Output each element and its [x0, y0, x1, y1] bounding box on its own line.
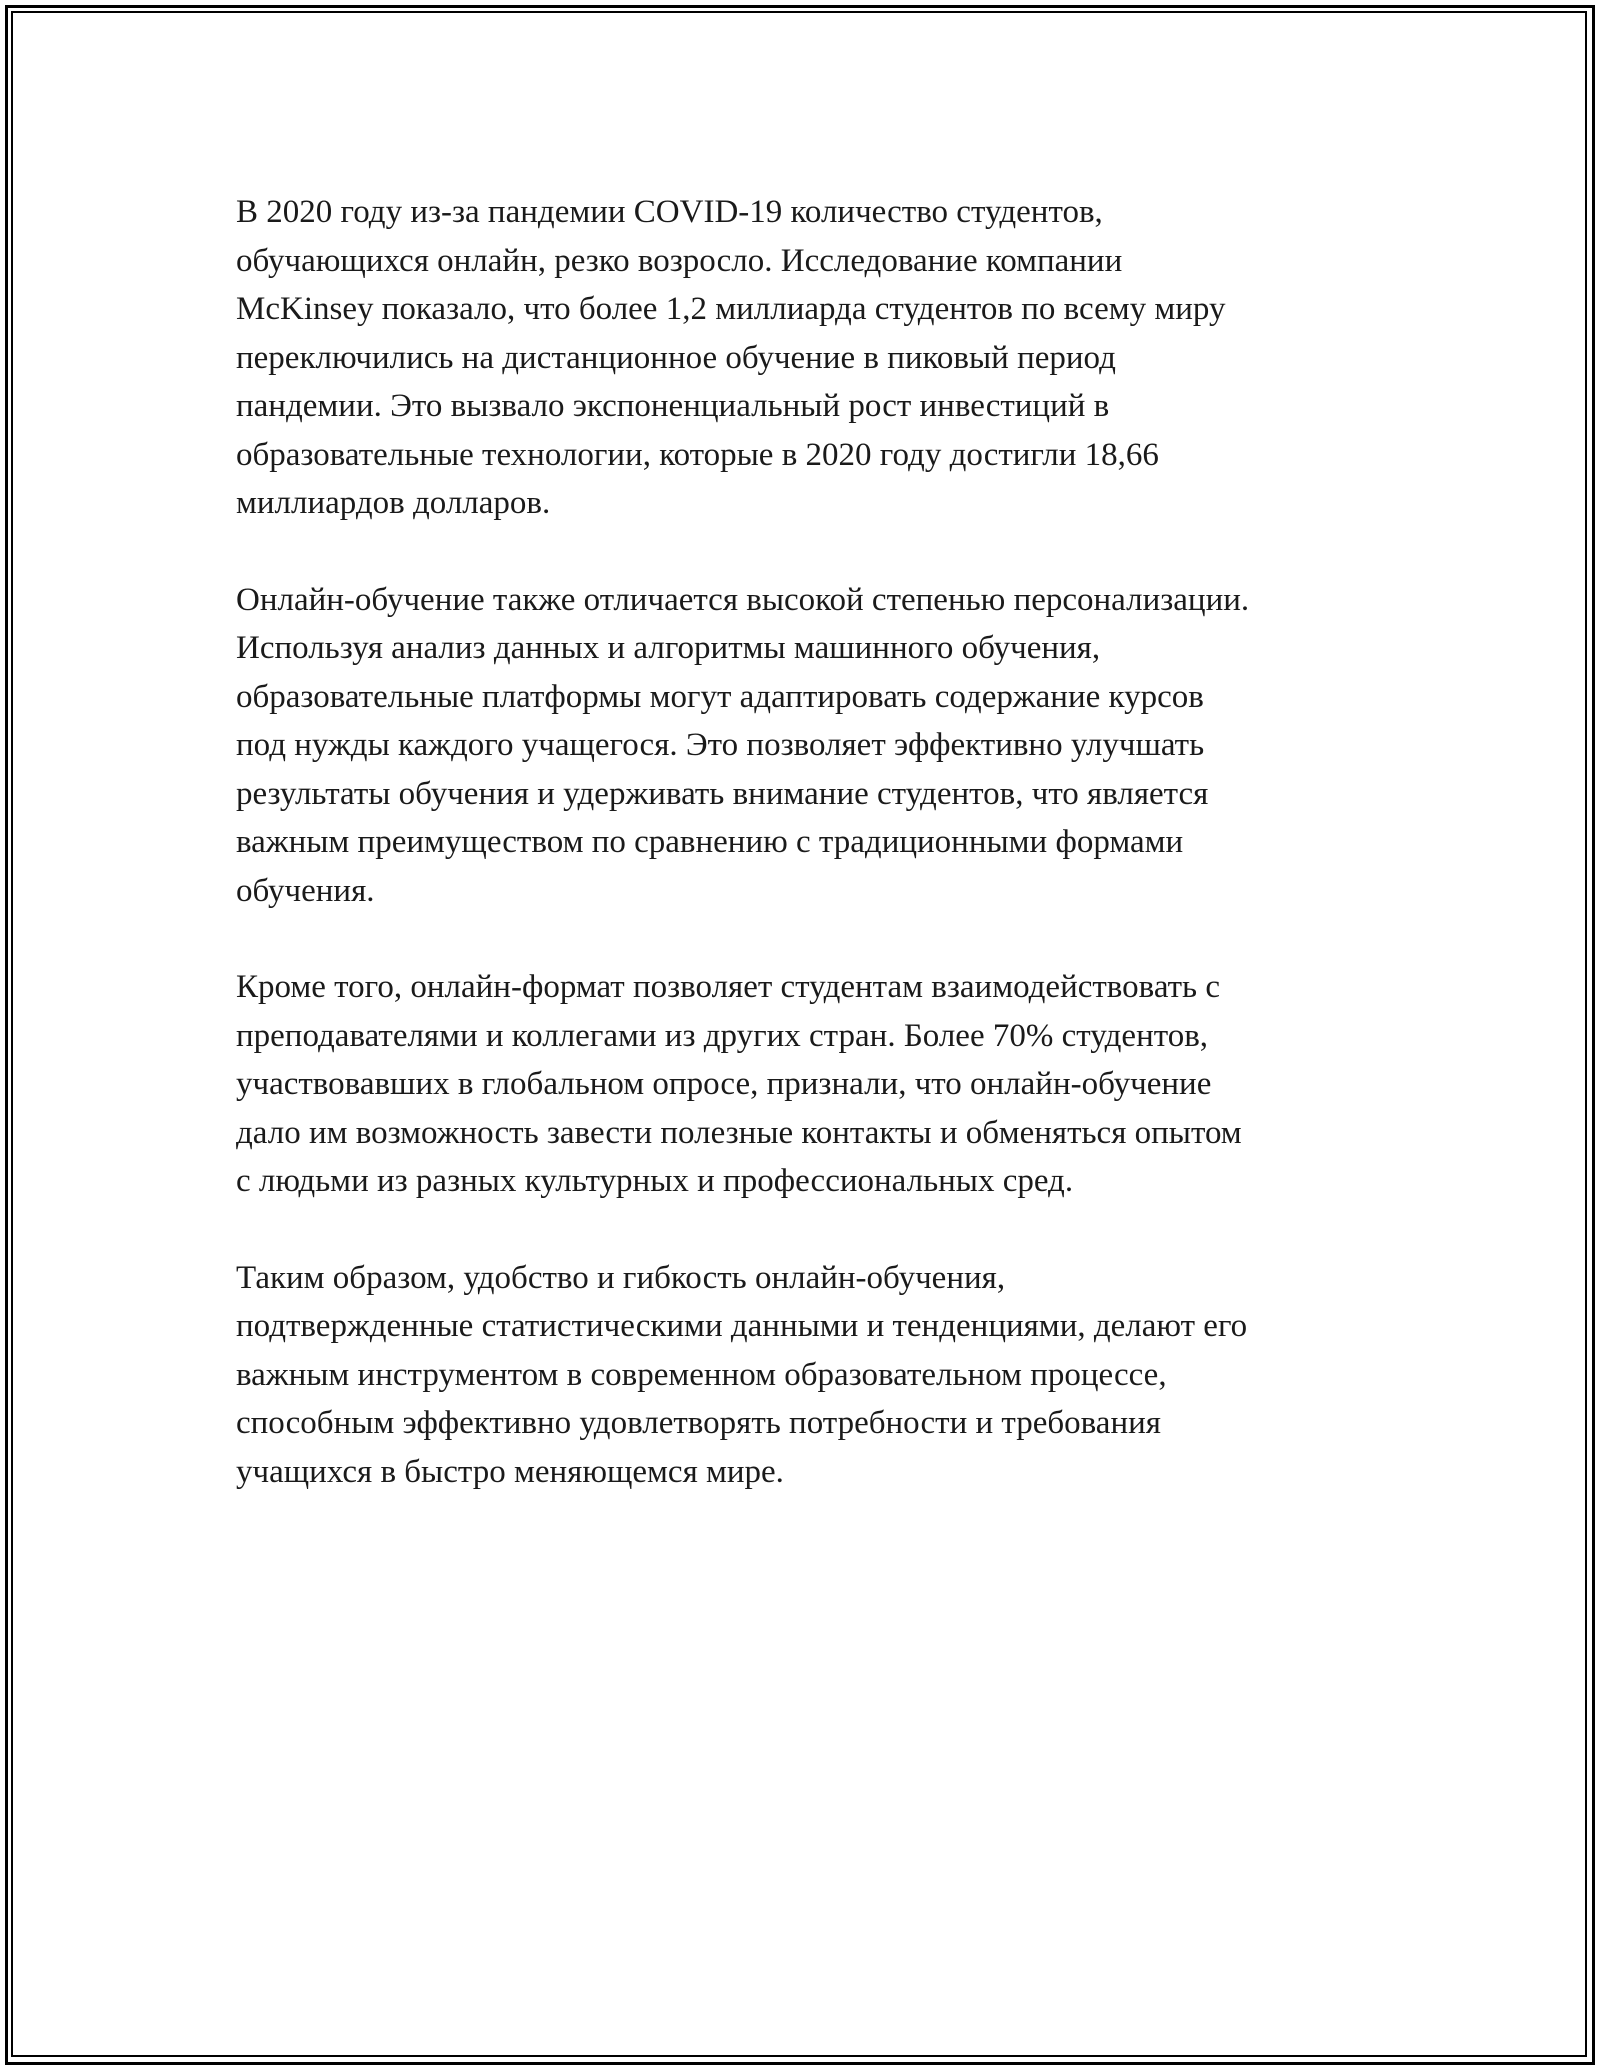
- paragraph-3: [236, 963, 1386, 1206]
- text-line: образовательные платформы могут адаптировать содержание курсов: [236, 678, 1204, 715]
- text-line: обучающихся онлайн, резко возросло. Исследование компании: [236, 242, 1123, 279]
- text-line: образовательные технологии, которые в 2020 году достигли 18,66: [236, 436, 1159, 473]
- document-body: [236, 188, 1386, 1544]
- paragraph-1: [236, 188, 1386, 528]
- text-line: Кроме того, онлайн-формат позволяет студентам взаимодействовать с: [236, 969, 1220, 1005]
- text-line: обучения.: [236, 872, 375, 909]
- text-line: В 2020 году из-за пандемии COVID-19 количество студентов,: [236, 194, 1103, 230]
- text-line: пандемии. Это вызвало экспоненциальный рост инвестиций в: [236, 388, 1110, 424]
- text-line: важным инструментом в современном образовательном процессе,: [236, 1356, 1167, 1393]
- text-line: подтвержденные статистическими данными и тенденциями, делают его: [236, 1308, 1248, 1344]
- text-line: под нужды каждого учащегося. Это позволяет эффективно улучшать: [236, 727, 1205, 763]
- text-line: участвовавших в глобальном опросе, признали, что онлайн-обучение: [236, 1066, 1212, 1102]
- paragraph-4: [236, 1254, 1386, 1497]
- text-line: Онлайн-обучение также отличается высокой степенью персонализации.: [236, 581, 1250, 618]
- text-line: результаты обучения и удерживать внимание студентов, что является: [236, 775, 1209, 812]
- text-line: способным эффективно удовлетворять потребности и требования: [236, 1405, 1161, 1441]
- text-line: Используя анализ данных и алгоритмы машинного обучения,: [236, 630, 1101, 666]
- text-line: важным преимуществом по сравнению с традиционными формами: [236, 824, 1184, 860]
- text-line: McKinsey показало, что более 1,2 миллиарда студентов по всему миру: [236, 291, 1226, 327]
- text-line: Таким образом, удобство и гибкость онлайн-обучения,: [236, 1259, 1006, 1296]
- text-line: переключились на дистанционное обучение в пиковый период: [236, 339, 1116, 376]
- text-line: учащихся в быстро меняющемся мире.: [236, 1453, 784, 1490]
- text-line: миллиардов долларов.: [236, 485, 551, 521]
- paragraph-2: [236, 576, 1386, 916]
- text-line: преподавателями и коллегами из других стран. Более 70% студентов,: [236, 1017, 1209, 1054]
- text-line: с людьми из разных культурных и профессиональных сред.: [236, 1163, 1074, 1199]
- text-line: дало им возможность завести полезные контакты и обменяться опытом: [236, 1114, 1242, 1151]
